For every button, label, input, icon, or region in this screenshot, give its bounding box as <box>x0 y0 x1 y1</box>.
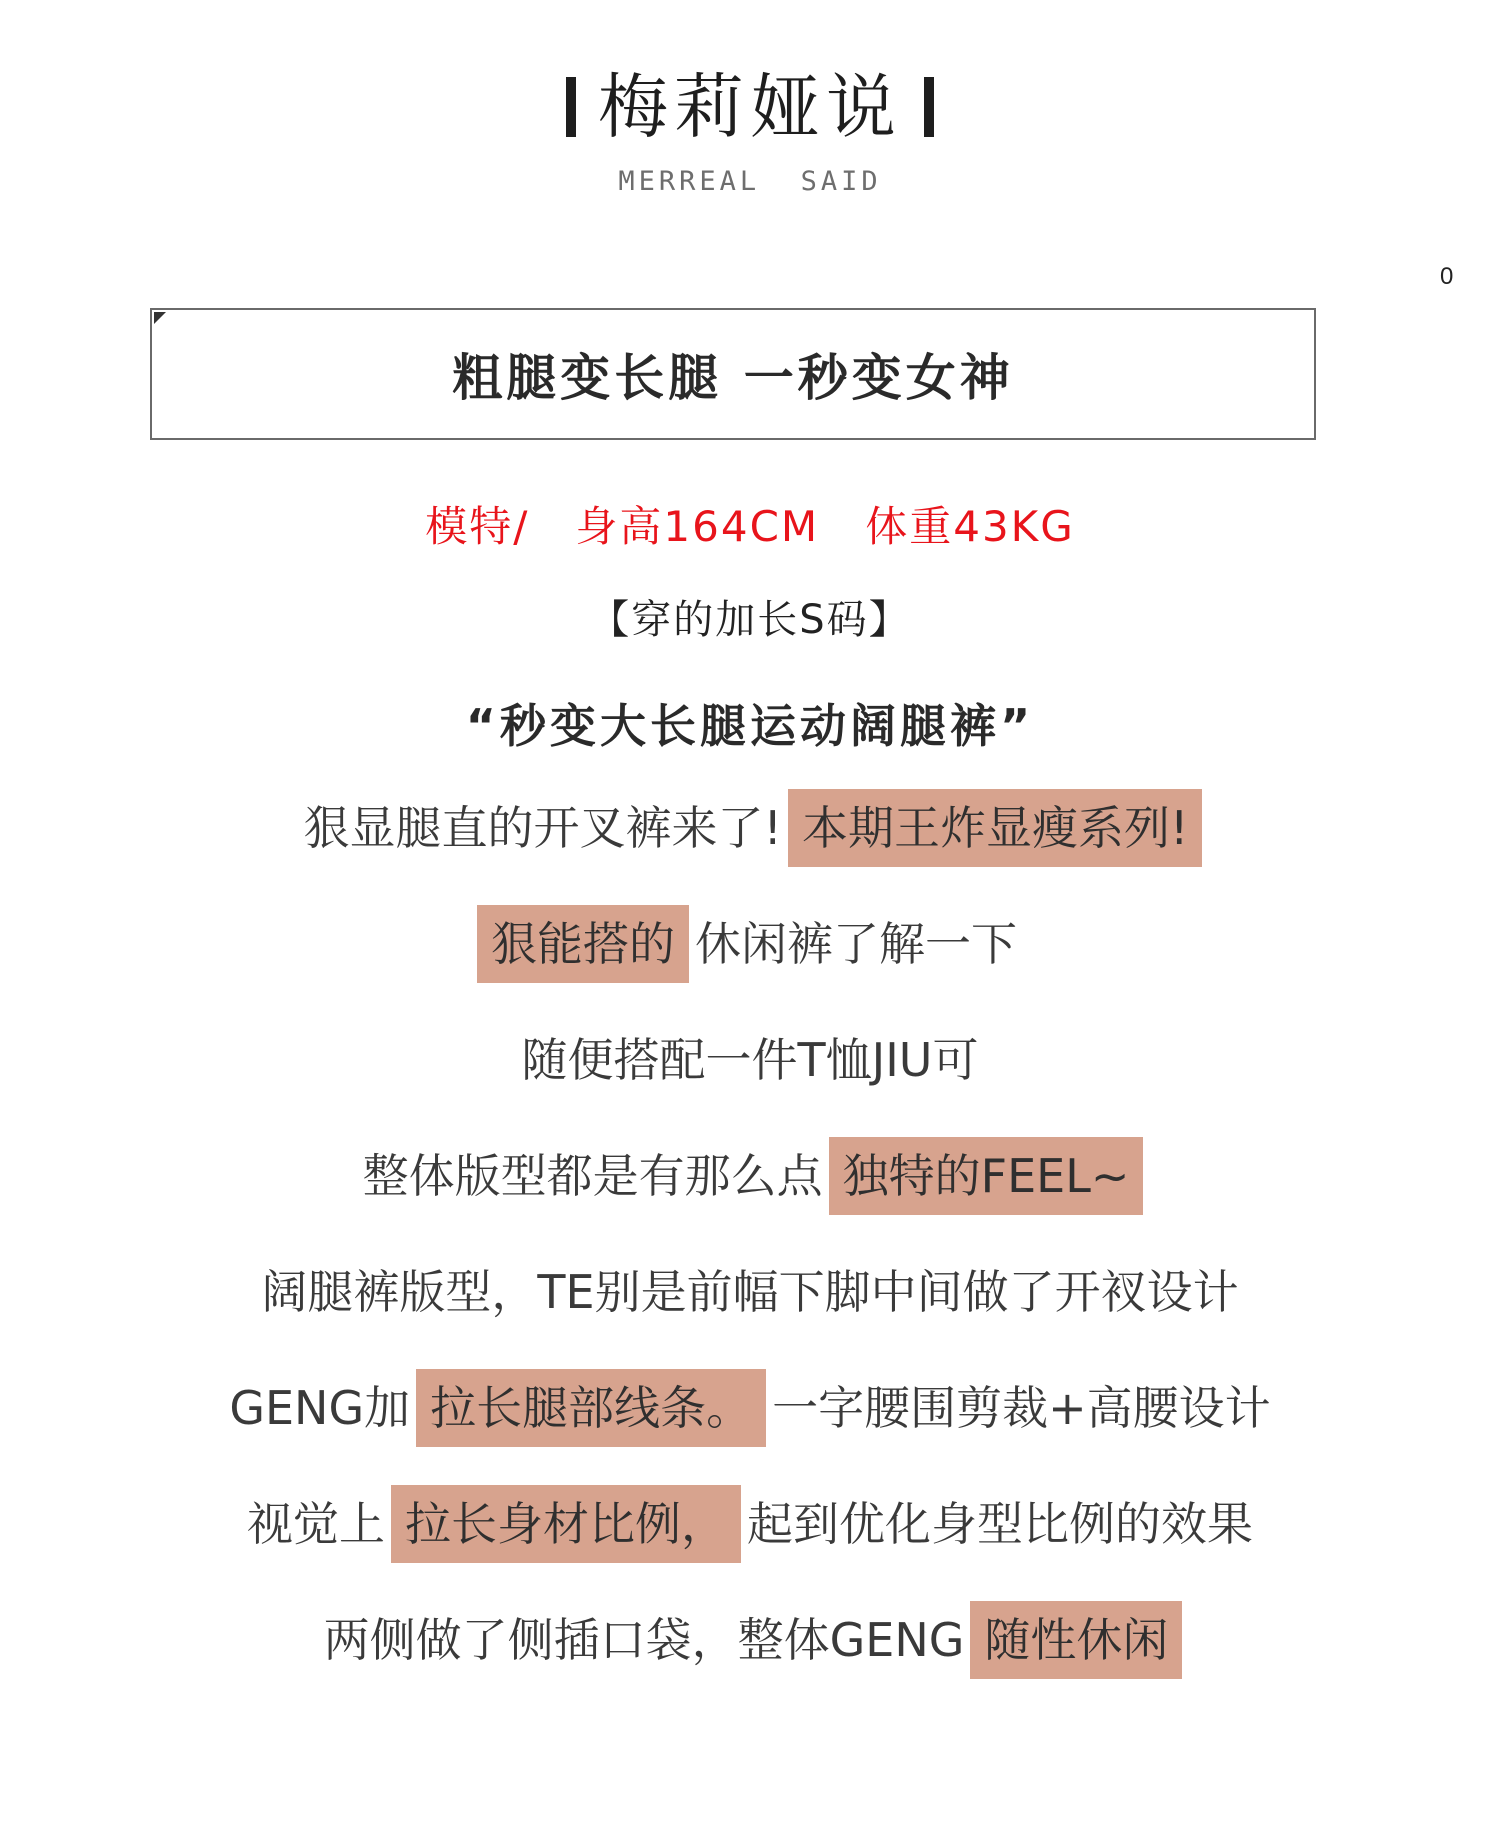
line-text: GENG加 <box>229 1381 411 1435</box>
body-line <box>0 1600 1500 1680</box>
line-highlight: 拉长身材比例， <box>391 1485 741 1563</box>
line-text: 两侧做了侧插口袋，整体GENG <box>323 1613 965 1667</box>
brand-subtitle: MERREAL SAID <box>618 166 882 197</box>
body-line <box>0 1484 1500 1564</box>
headline-text: 粗腿变长腿 一秒变女神 <box>452 348 1014 407</box>
body-line <box>0 1020 1500 1100</box>
line-text: 随便搭配一件T恤JIU可 <box>521 1033 979 1087</box>
corner-number: 0 <box>1440 263 1454 290</box>
size-note: 【穿的加长S码】 <box>589 597 911 643</box>
product-quote: “秒变大长腿运动阔腿裤” <box>465 699 1035 753</box>
title-bar-left <box>566 77 576 137</box>
body-line <box>0 1252 1500 1332</box>
body-line <box>0 1368 1500 1448</box>
headline-box <box>150 308 1316 440</box>
line-text: 整体版型都是有那么点 <box>362 1149 823 1203</box>
line-highlight: 随性休闲 <box>970 1601 1182 1679</box>
line-highlight: 独特的FEEL~ <box>829 1137 1144 1215</box>
line-highlight: 拉长腿部线条。 <box>416 1369 766 1447</box>
model-info: 模特/ 身高164CM 体重43KG <box>425 502 1075 551</box>
line-text: 阔腿裤版型，TE别是前幅下脚中间做了开衩设计 <box>261 1265 1239 1319</box>
line-highlight: 本期王炸显瘦系列! <box>788 789 1202 867</box>
line-text: 视觉上 <box>247 1497 385 1551</box>
title-bar-right <box>924 77 934 137</box>
brand-title-text: 梅莉娅说 <box>598 66 902 148</box>
line-text: 狠显腿直的开叉裤来了! <box>303 801 782 855</box>
line-highlight: 狠能搭的 <box>477 905 689 983</box>
brand-title <box>0 62 1500 152</box>
line-text: 一字腰围剪裁+高腰设计 <box>772 1381 1271 1435</box>
line-text: 休闲裤了解一下 <box>695 917 1017 971</box>
line-text: 起到优化身型比例的效果 <box>747 1497 1253 1551</box>
body-line <box>0 1136 1500 1216</box>
body-line <box>0 904 1500 984</box>
body-line <box>0 788 1500 868</box>
